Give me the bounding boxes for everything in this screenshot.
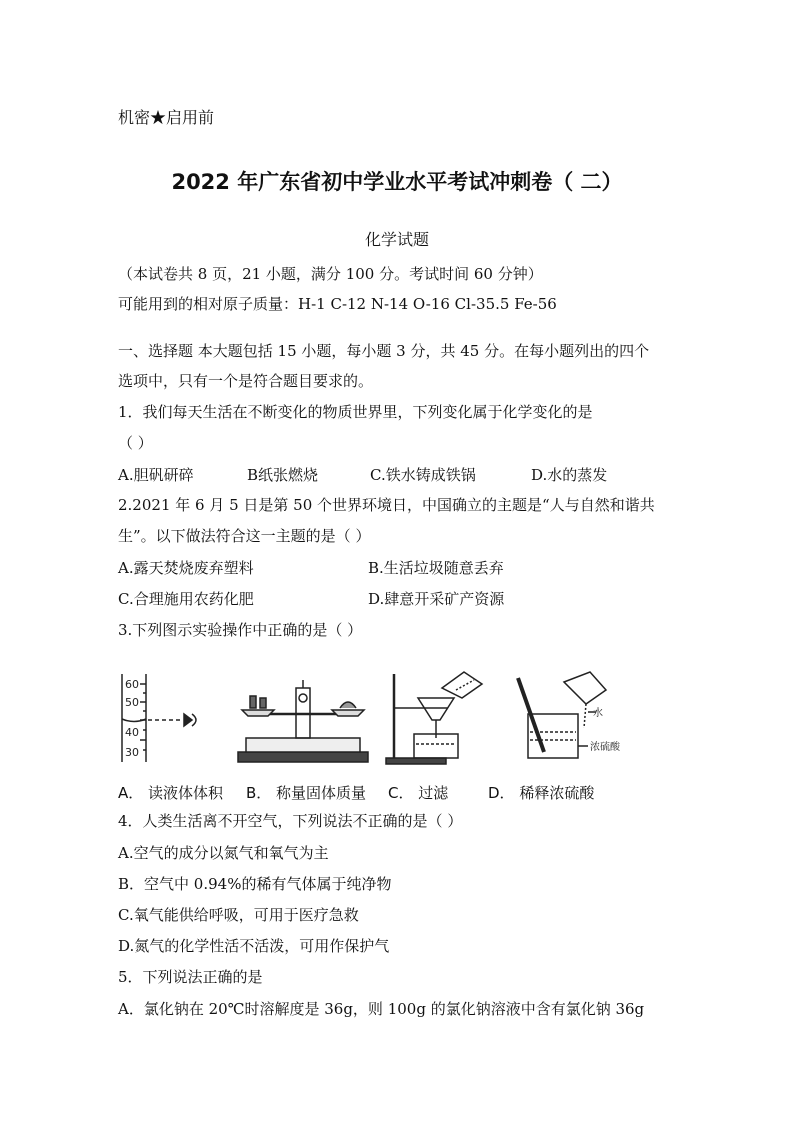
subject-title: 化学试题 <box>364 230 429 249</box>
q3-caption-d: D． 稀释浓硫酸 <box>488 784 595 802</box>
q4-option-d: D.氮气的化学性活不活泼，可用作保护气 <box>118 937 390 955</box>
q1-option-b: B纸张燃烧 <box>247 466 319 484</box>
q3-caption-c: C． 过滤 <box>388 784 449 802</box>
label-water: 水 <box>593 708 603 719</box>
q2-option-b: B.生活垃圾随意丢弃 <box>368 559 504 577</box>
q3-caption-b: B． 称量固体质量 <box>246 784 367 802</box>
cylinder-tick-50: 50 <box>125 696 139 709</box>
q5-stem: 5．下列说法正确的是 <box>118 968 263 986</box>
q2-option-c: C.合理施用农药化肥 <box>118 590 254 608</box>
filtration-figure <box>386 672 482 764</box>
q4-option-b: B．空气中 0.94%的稀有气体属于纯净物 <box>118 875 392 893</box>
cylinder-tick-30: 30 <box>125 746 139 759</box>
q1-option-a: A.胆矾研碎 <box>118 466 194 484</box>
q5-option-a: A．氯化钠在 20℃时溶解度是 36g，则 100g 的氯化钠溶液中含有氯化钠 36g <box>118 1000 645 1018</box>
q4-stem: 4．人类生活离不开空气，下列说法不正确的是（ ） <box>118 812 463 830</box>
section-intro-line2: 选项中，只有一个是符合题目要求的。 <box>118 372 374 390</box>
cylinder-tick-40: 40 <box>125 726 139 739</box>
q3-caption-a: A． 读液体体积 <box>118 784 224 802</box>
atomic-mass-line: 可能用到的相对原子质量：H-1 C-12 N-14 O-16 Cl-35.5 Fe-56 <box>118 295 557 313</box>
q1-stem: 1．我们每天生活在不断变化的物质世界里，下列变化属于化学变化的是 <box>118 403 593 421</box>
section-intro-line1: 一、选择题 本大题包括 15 小题，每小题 3 分，共 45 分。在每小题列出的四个 <box>118 342 650 360</box>
q1-option-c: C.铁水铸成铁锅 <box>370 466 476 484</box>
q3-figures <box>118 668 678 768</box>
exam-title: 2022 年广东省初中学业水平考试冲刺卷（ 二） <box>171 170 623 194</box>
balance-figure <box>238 680 368 762</box>
q1-blank: （ ） <box>118 434 153 452</box>
q2-option-d: D.肆意开采矿产资源 <box>368 590 505 608</box>
q4-option-a: A.空气的成分以氮气和氧气为主 <box>118 844 329 862</box>
q2-stem-line1: 2.2021 年 6 月 5 日是第 50 个世界环境日，中国确立的主题是“人与自然和谐共 <box>118 496 655 514</box>
exam-note: （本试卷共 8 页，21 小题，满分 100 分。考试时间 60 分钟） <box>118 265 543 283</box>
q1-option-d: D.水的蒸发 <box>531 466 608 484</box>
q2-option-a: A.露天焚烧废弃塑料 <box>118 559 254 577</box>
cylinder-tick-60: 60 <box>125 678 139 691</box>
label-conc-sulfuric-acid: 浓硫酸 <box>590 742 620 753</box>
q2-stem-line2: 生”。以下做法符合这一主题的是（ ） <box>118 527 371 545</box>
q3-stem: 3.下列图示实验操作中正确的是（ ） <box>118 621 363 639</box>
q4-option-c: C.氧气能供给呼吸，可用于医疗急救 <box>118 906 359 924</box>
confidential-label: 机密★启用前 <box>118 108 215 127</box>
